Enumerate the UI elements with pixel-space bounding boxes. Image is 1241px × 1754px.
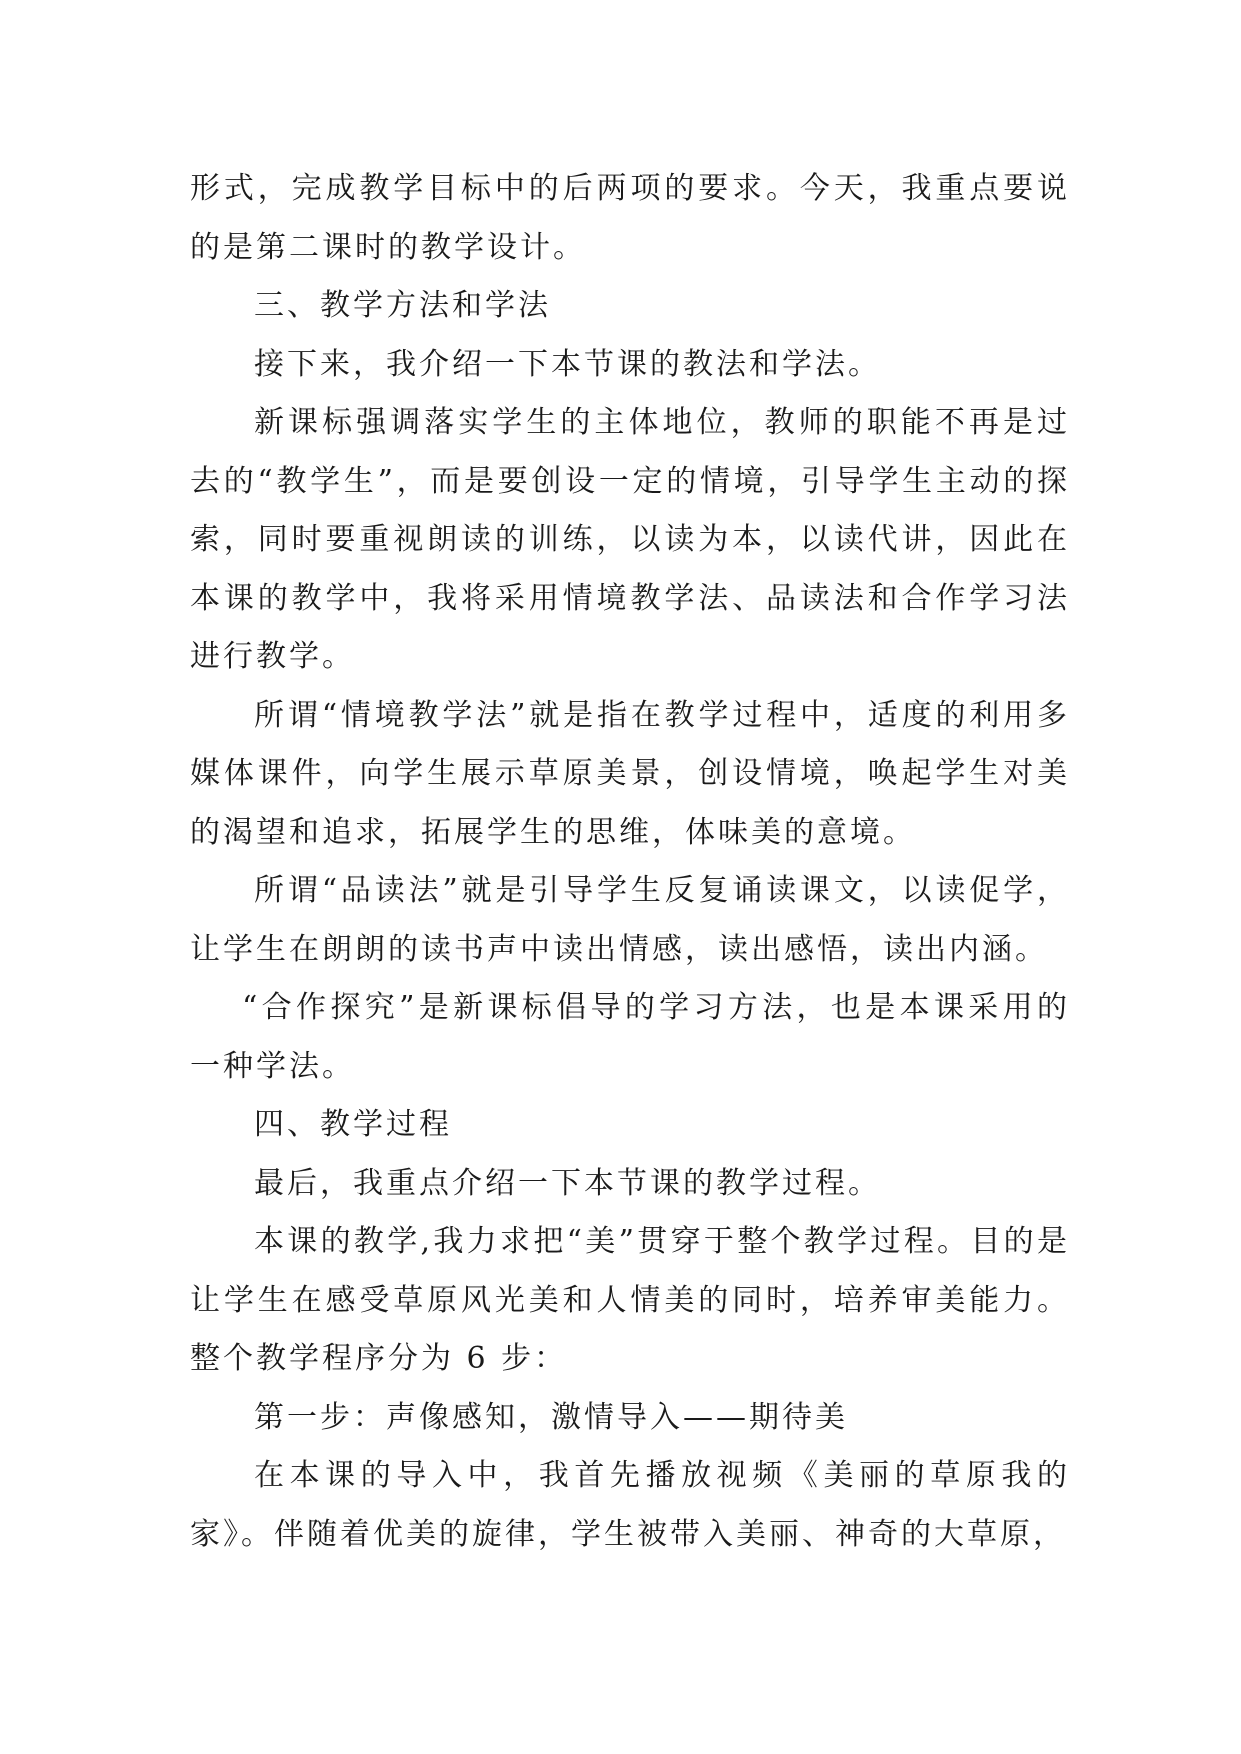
paragraph-situational-method: 所谓“情境教学法”就是指在教学过程中，适度的利用多媒体课件，向学生展示草原美景，创设情境，唤起学生对美的渴望和追求，拓展学生的思维，体味美的意境。 [190,697,1070,850]
section-heading-process: 四、教学过程 [254,1107,452,1142]
step-one-heading: 第一步：声像感知，激情导入——期待美 [254,1399,848,1435]
document-body [190,160,1070,1564]
paragraph-continuation: 形式，完成教学目标中的后两项的要求。今天，我重点要说的是第二课时的教学设计。 [190,171,1070,265]
section-heading-methods: 三、教学方法和学法 [254,288,551,323]
paragraph-intro-methods: 接下来，我介绍一下本节课的教法和学法。 [254,346,881,382]
paragraph-beauty-goal: 本课的教学,我力求把“美”贯穿于整个教学过程。目的是让学生在感受草原风光美和人情美的同时，培养审美能力。整个教学程序分为 6 步： [190,1224,1070,1376]
paragraph-step-one: 在本课的导入中，我首先播放视频《美丽的草原我的家》。伴随着优美的旋律，学生被带入美丽、神奇的大草原， [190,1458,1070,1552]
paragraph-intro-process: 最后，我重点介绍一下本节课的教学过程。 [254,1165,881,1201]
paragraph-cooperative-method: “合作探究”是新课标倡导的学习方法，也是本课采用的一种学法。 [190,990,1070,1084]
paragraph-curriculum: 新课标强调落实学生的主体地位，教师的职能不再是过去的“教学生”，而是要创设一定的情境，引导学生主动的探索，同时要重视朗读的训练，以读为本，以读代讲，因此在本课的教学中，我将采用情境教学法、品读法和合作学习法进行教学。 [190,405,1070,674]
paragraph-reading-method: 所谓“品读法”就是引导学生反复诵读课文，以读促学，让学生在朗朗的读书声中读出情感，读出感悟，读出内涵。 [190,873,1070,967]
